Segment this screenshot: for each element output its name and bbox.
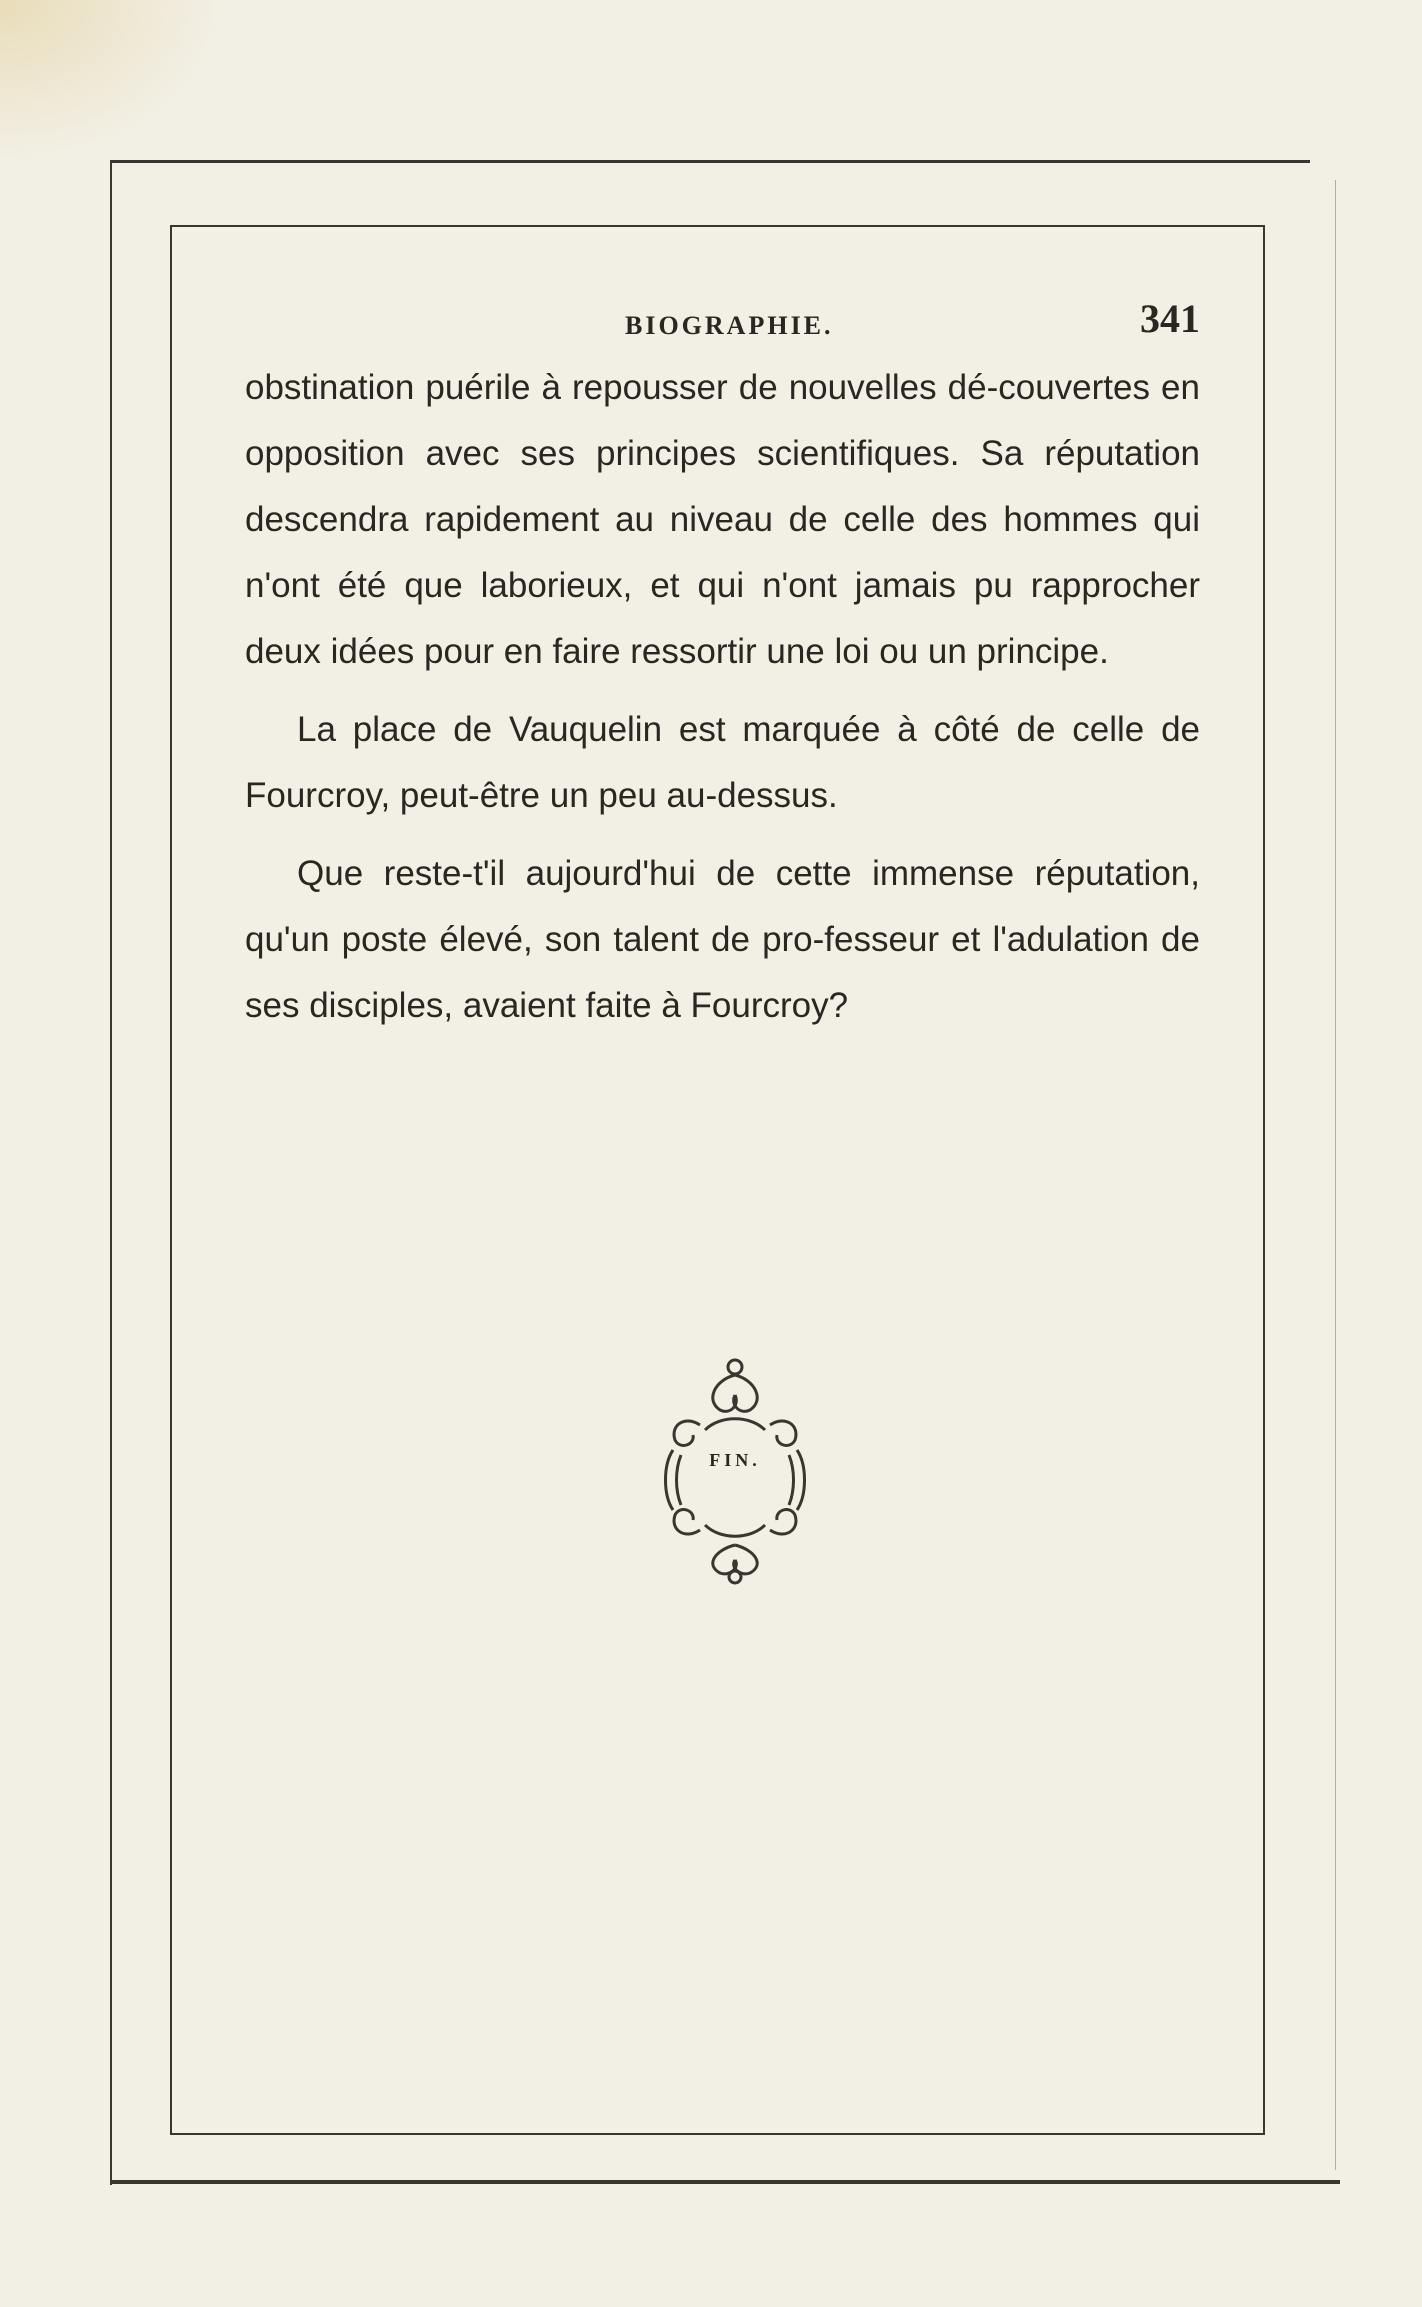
fin-label: FIN.	[709, 1450, 761, 1470]
bottom-border-rule	[110, 2180, 1340, 2184]
paragraph-1: obstination puérile à repousser de nouvelles dé-couvertes en opposition avec ses principes scientifiques. Sa réputation descendra rapidement au niveau de celle des hommes qui n'ont été que laborieux, et qui n'ont jamais pu rapprocher deux idées pour en faire ressortir une loi ou un principe.	[245, 368, 1200, 671]
running-head: BIOGRAPHIE.	[625, 311, 834, 340]
page-content	[245, 295, 1200, 1051]
fin-ornament	[645, 1355, 825, 1585]
page-header	[245, 295, 1200, 355]
page-number: 341	[1140, 296, 1200, 341]
top-border-rule	[110, 160, 1310, 163]
paragraph-2: La place de Vauquelin est marquée à côté de celle de Fourcroy, peut-être un peu au-dessus.	[245, 710, 1200, 815]
left-border-rule	[110, 160, 112, 2185]
right-border-rule	[1335, 180, 1336, 2170]
paragraph-3: Que reste-t'il aujourd'hui de cette immense réputation, qu'un poste élevé, son talent de pro-fesseur et l'adulation de ses disciples, avaient faite à Fourcroy?	[245, 854, 1200, 1025]
page-stain	[0, 0, 220, 160]
